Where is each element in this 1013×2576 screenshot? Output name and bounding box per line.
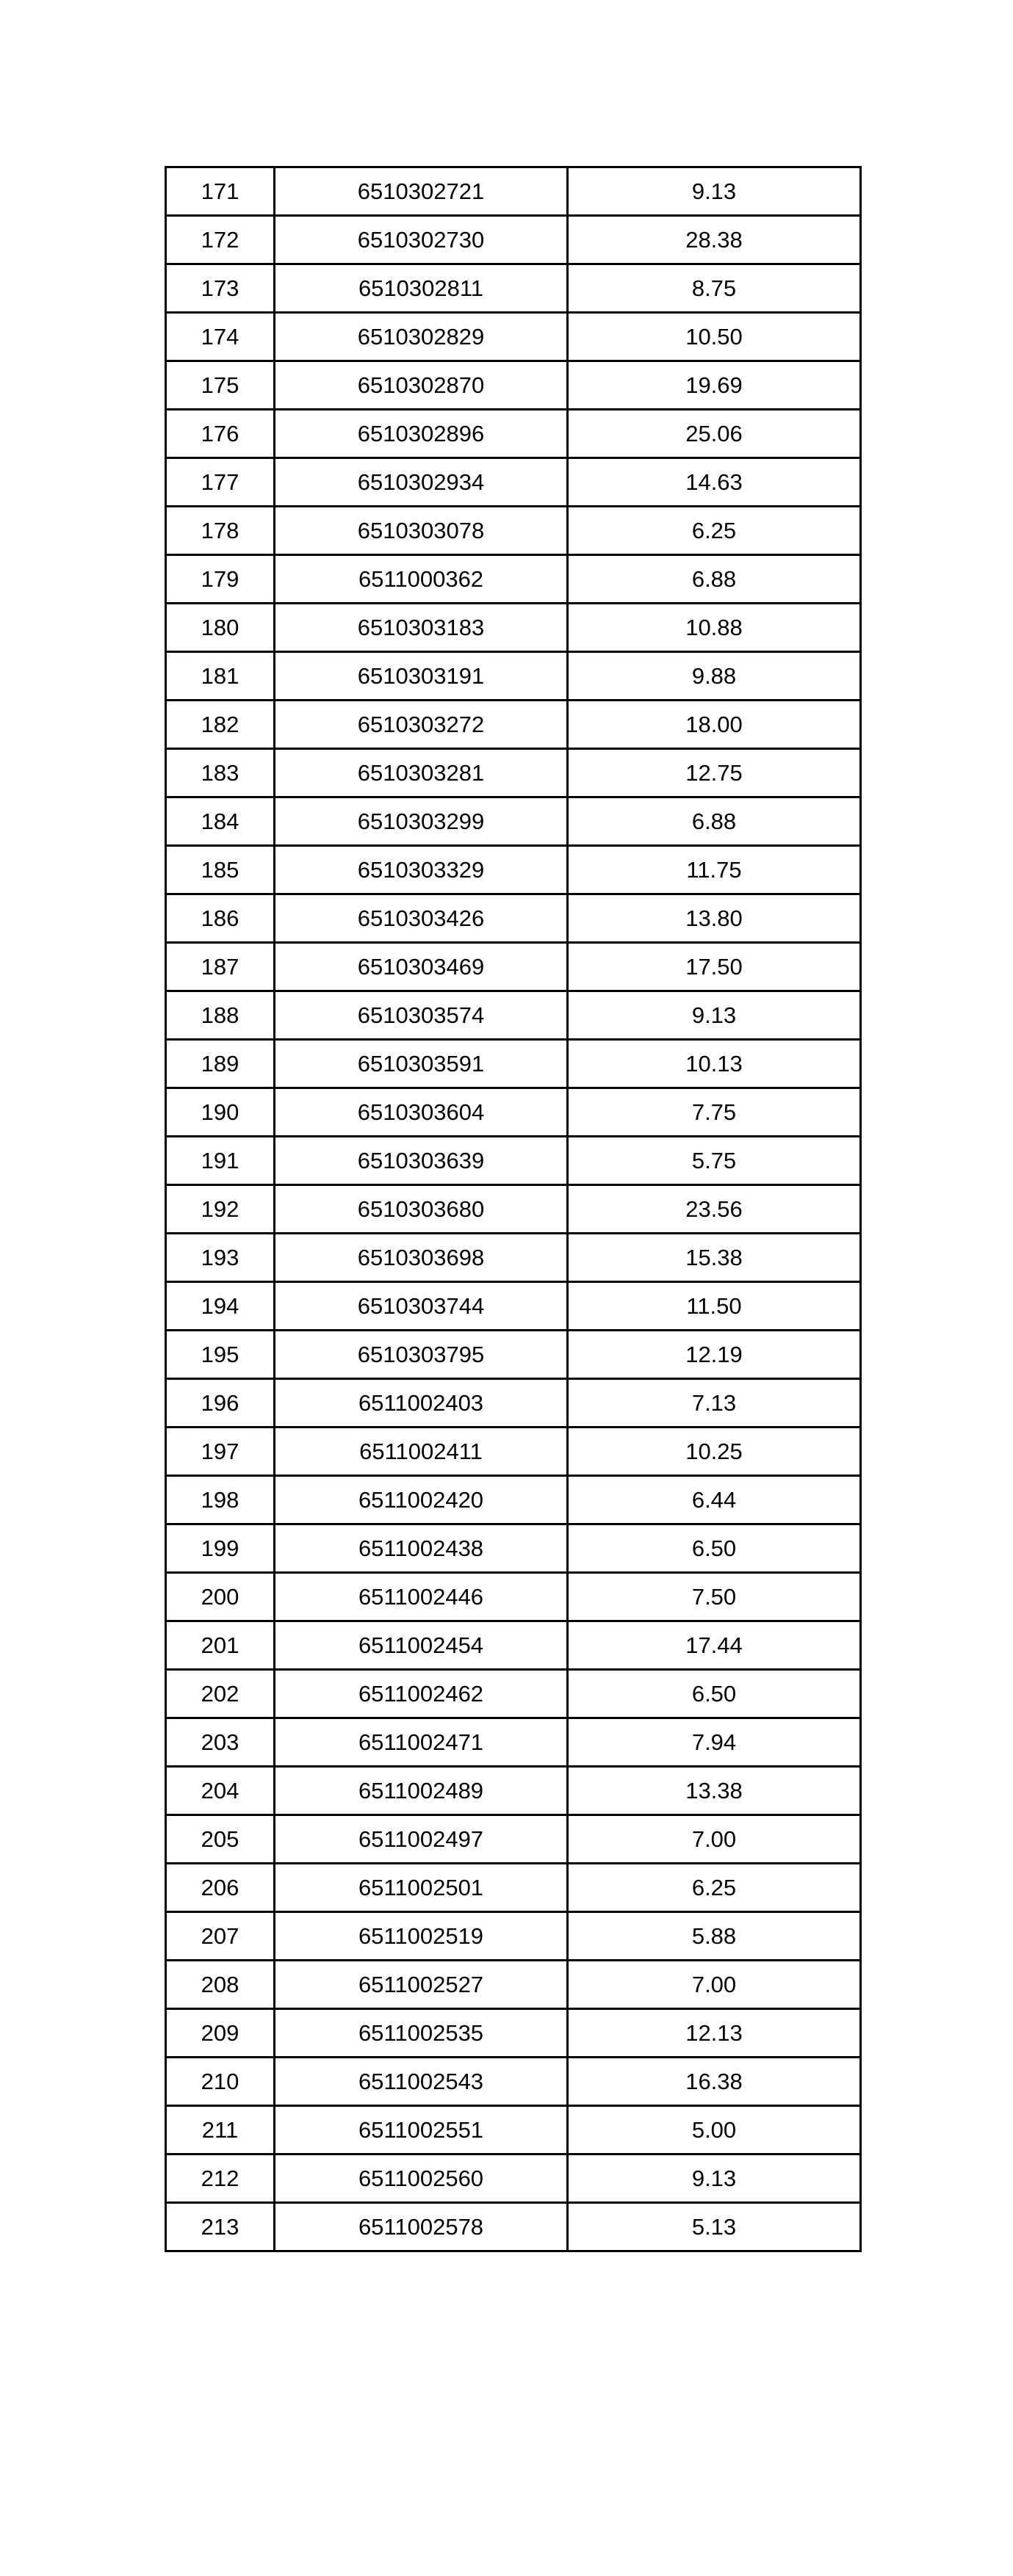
- value-cell: 6.44: [568, 1476, 861, 1524]
- value-cell: 14.63: [568, 458, 861, 507]
- row-number-cell: 179: [166, 555, 275, 604]
- value-cell: 6.88: [568, 797, 861, 846]
- table-row: [166, 1331, 861, 1379]
- row-number-cell: 209: [166, 2009, 275, 2058]
- code-cell: 6510303299: [275, 797, 568, 846]
- row-number-cell: 182: [166, 701, 275, 749]
- row-number-cell: 189: [166, 1040, 275, 1088]
- row-number-cell: 192: [166, 1185, 275, 1234]
- row-number-cell: 184: [166, 797, 275, 846]
- code-cell: 6510302721: [275, 167, 568, 216]
- code-cell: 6510303191: [275, 652, 568, 701]
- table-row: [166, 1137, 861, 1185]
- code-cell: 6510302934: [275, 458, 568, 507]
- row-number-cell: 202: [166, 1670, 275, 1718]
- value-cell: 7.13: [568, 1379, 861, 1428]
- row-number-cell: 212: [166, 2154, 275, 2203]
- table-row: [166, 1767, 861, 1815]
- code-cell: 6510303329: [275, 846, 568, 894]
- table-row: [166, 1088, 861, 1137]
- code-cell: 6511002501: [275, 1864, 568, 1912]
- code-cell: 6511002471: [275, 1718, 568, 1767]
- value-cell: 10.13: [568, 1040, 861, 1088]
- table-row: [166, 749, 861, 797]
- code-cell: 6510302896: [275, 410, 568, 458]
- value-cell: 12.13: [568, 2009, 861, 2058]
- row-number-cell: 198: [166, 1476, 275, 1524]
- table-row: [166, 167, 861, 216]
- row-number-cell: 208: [166, 1961, 275, 2009]
- table-row: [166, 555, 861, 604]
- table-row: [166, 2203, 861, 2251]
- code-cell: 6511000362: [275, 555, 568, 604]
- code-cell: 6510303795: [275, 1331, 568, 1379]
- table-row: [166, 2106, 861, 2154]
- table-row: [166, 1040, 861, 1088]
- value-cell: 6.50: [568, 1670, 861, 1718]
- row-number-cell: 183: [166, 749, 275, 797]
- value-cell: 9.88: [568, 652, 861, 701]
- table-row: [166, 1912, 861, 1961]
- row-number-cell: 180: [166, 604, 275, 652]
- row-number-cell: 210: [166, 2058, 275, 2106]
- code-cell: 6511002519: [275, 1912, 568, 1961]
- value-cell: 8.75: [568, 264, 861, 313]
- value-cell: 6.25: [568, 507, 861, 555]
- row-number-cell: 194: [166, 1282, 275, 1331]
- value-cell: 5.13: [568, 2203, 861, 2251]
- row-number-cell: 186: [166, 894, 275, 943]
- code-cell: 6510302811: [275, 264, 568, 313]
- row-number-cell: 206: [166, 1864, 275, 1912]
- table-body: [166, 167, 861, 2251]
- value-cell: 28.38: [568, 216, 861, 264]
- table-row: [166, 507, 861, 555]
- code-cell: 6510303744: [275, 1282, 568, 1331]
- table-row: [166, 264, 861, 313]
- table-row: [166, 797, 861, 846]
- row-number-cell: 191: [166, 1137, 275, 1185]
- row-number-cell: 196: [166, 1379, 275, 1428]
- table-row: [166, 1282, 861, 1331]
- value-cell: 18.00: [568, 701, 861, 749]
- row-number-cell: 197: [166, 1428, 275, 1476]
- table-row: [166, 2009, 861, 2058]
- table-row: [166, 1815, 861, 1864]
- code-cell: 6511002438: [275, 1524, 568, 1573]
- code-cell: 6510302829: [275, 313, 568, 361]
- value-cell: 15.38: [568, 1234, 861, 1282]
- value-cell: 5.88: [568, 1912, 861, 1961]
- code-cell: 6510302730: [275, 216, 568, 264]
- value-cell: 7.75: [568, 1088, 861, 1137]
- value-cell: 11.75: [568, 846, 861, 894]
- value-cell: 16.38: [568, 2058, 861, 2106]
- table-row: [166, 1961, 861, 2009]
- row-number-cell: 190: [166, 1088, 275, 1137]
- code-cell: 6511002454: [275, 1621, 568, 1670]
- table-row: [166, 1379, 861, 1428]
- value-cell: 7.00: [568, 1815, 861, 1864]
- table-row: [166, 313, 861, 361]
- table-row: [166, 361, 861, 410]
- table-row: [166, 701, 861, 749]
- table-row: [166, 1864, 861, 1912]
- table-row: [166, 894, 861, 943]
- value-cell: 7.50: [568, 1573, 861, 1621]
- code-cell: 6510303078: [275, 507, 568, 555]
- row-number-cell: 173: [166, 264, 275, 313]
- table-row: [166, 1476, 861, 1524]
- code-cell: 6510303574: [275, 991, 568, 1040]
- code-cell: 6510303281: [275, 749, 568, 797]
- row-number-cell: 174: [166, 313, 275, 361]
- code-cell: 6510303604: [275, 1088, 568, 1137]
- code-cell: 6510303272: [275, 701, 568, 749]
- value-cell: 17.44: [568, 1621, 861, 1670]
- table-row: [166, 943, 861, 991]
- table-row: [166, 1573, 861, 1621]
- row-number-cell: 203: [166, 1718, 275, 1767]
- value-cell: 11.50: [568, 1282, 861, 1331]
- code-cell: 6510303591: [275, 1040, 568, 1088]
- table-row: [166, 1670, 861, 1718]
- table-row: [166, 1185, 861, 1234]
- value-cell: 9.13: [568, 991, 861, 1040]
- data-table: [165, 166, 862, 2252]
- value-cell: 6.88: [568, 555, 861, 604]
- value-cell: 10.25: [568, 1428, 861, 1476]
- table-row: [166, 2058, 861, 2106]
- table-row: [166, 991, 861, 1040]
- value-cell: 7.94: [568, 1718, 861, 1767]
- code-cell: 6511002551: [275, 2106, 568, 2154]
- value-cell: 12.19: [568, 1331, 861, 1379]
- row-number-cell: 193: [166, 1234, 275, 1282]
- table-row: [166, 1234, 861, 1282]
- row-number-cell: 187: [166, 943, 275, 991]
- table-row: [166, 1621, 861, 1670]
- table-row: [166, 846, 861, 894]
- value-cell: 5.75: [568, 1137, 861, 1185]
- code-cell: 6511002527: [275, 1961, 568, 2009]
- row-number-cell: 199: [166, 1524, 275, 1573]
- row-number-cell: 211: [166, 2106, 275, 2154]
- code-cell: 6511002535: [275, 2009, 568, 2058]
- value-cell: 6.50: [568, 1524, 861, 1573]
- value-cell: 25.06: [568, 410, 861, 458]
- table-row: [166, 216, 861, 264]
- row-number-cell: 171: [166, 167, 275, 216]
- row-number-cell: 204: [166, 1767, 275, 1815]
- value-cell: 10.50: [568, 313, 861, 361]
- code-cell: 6510303639: [275, 1137, 568, 1185]
- code-cell: 6510303426: [275, 894, 568, 943]
- row-number-cell: 213: [166, 2203, 275, 2251]
- table-row: [166, 2154, 861, 2203]
- value-cell: 7.00: [568, 1961, 861, 2009]
- code-cell: 6511002489: [275, 1767, 568, 1815]
- code-cell: 6510302870: [275, 361, 568, 410]
- row-number-cell: 188: [166, 991, 275, 1040]
- row-number-cell: 176: [166, 410, 275, 458]
- code-cell: 6511002411: [275, 1428, 568, 1476]
- row-number-cell: 181: [166, 652, 275, 701]
- row-number-cell: 205: [166, 1815, 275, 1864]
- table-row: [166, 1718, 861, 1767]
- row-number-cell: 185: [166, 846, 275, 894]
- value-cell: 13.80: [568, 894, 861, 943]
- code-cell: 6510303698: [275, 1234, 568, 1282]
- row-number-cell: 175: [166, 361, 275, 410]
- value-cell: 6.25: [568, 1864, 861, 1912]
- table-row: [166, 410, 861, 458]
- row-number-cell: 178: [166, 507, 275, 555]
- code-cell: 6511002543: [275, 2058, 568, 2106]
- code-cell: 6511002446: [275, 1573, 568, 1621]
- code-cell: 6510303680: [275, 1185, 568, 1234]
- code-cell: 6511002560: [275, 2154, 568, 2203]
- value-cell: 9.13: [568, 2154, 861, 2203]
- code-cell: 6510303469: [275, 943, 568, 991]
- row-number-cell: 201: [166, 1621, 275, 1670]
- value-cell: 13.38: [568, 1767, 861, 1815]
- value-cell: 17.50: [568, 943, 861, 991]
- code-cell: 6511002403: [275, 1379, 568, 1428]
- value-cell: 12.75: [568, 749, 861, 797]
- table-row: [166, 1524, 861, 1573]
- code-cell: 6511002578: [275, 2203, 568, 2251]
- value-cell: 10.88: [568, 604, 861, 652]
- table-row: [166, 1428, 861, 1476]
- row-number-cell: 200: [166, 1573, 275, 1621]
- table-row: [166, 652, 861, 701]
- row-number-cell: 195: [166, 1331, 275, 1379]
- value-cell: 9.13: [568, 167, 861, 216]
- row-number-cell: 177: [166, 458, 275, 507]
- code-cell: 6511002497: [275, 1815, 568, 1864]
- row-number-cell: 207: [166, 1912, 275, 1961]
- table-row: [166, 458, 861, 507]
- value-cell: 23.56: [568, 1185, 861, 1234]
- row-number-cell: 172: [166, 216, 275, 264]
- code-cell: 6510303183: [275, 604, 568, 652]
- table-row: [166, 604, 861, 652]
- code-cell: 6511002420: [275, 1476, 568, 1524]
- code-cell: 6511002462: [275, 1670, 568, 1718]
- value-cell: 19.69: [568, 361, 861, 410]
- value-cell: 5.00: [568, 2106, 861, 2154]
